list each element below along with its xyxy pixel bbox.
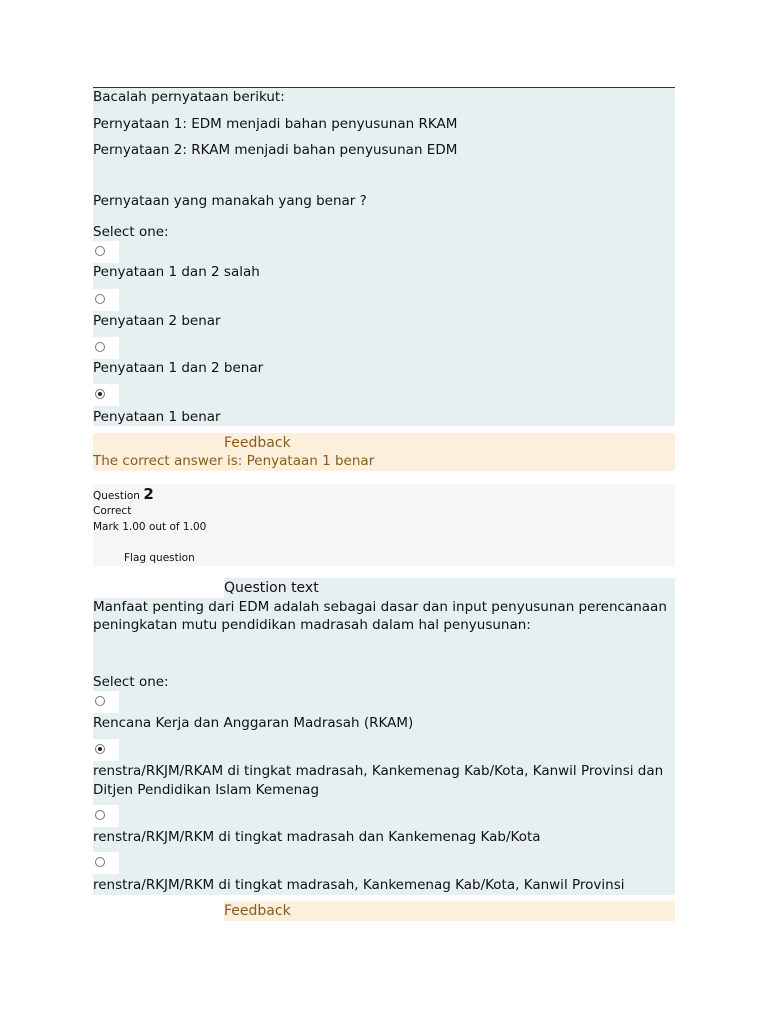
q1-statement-2: Pernyataan 2: RKAM menjadi bahan penyusunan EDM <box>93 142 458 158</box>
q2-option-2-radio-wrap[interactable] <box>93 739 119 761</box>
q2-text-line-2: peningkatan mutu pendidikan madrasah dalam hal penyusunan: <box>93 617 531 633</box>
q2-header <box>93 487 154 503</box>
question-2-info <box>93 484 675 566</box>
q2-option-3-radio-wrap[interactable] <box>93 805 119 827</box>
q1-feedback-box <box>93 433 675 471</box>
q2-option-2-label-line-1[interactable]: renstra/RKJM/RKAM di tingkat madrasah, Kankemenag Kab/Kota, Kanwil Provinsi dan <box>93 763 664 779</box>
q1-option-3-radio[interactable] <box>95 342 105 352</box>
q2-question-label: Question <box>93 490 140 502</box>
flag-question-link[interactable]: Flag question <box>124 552 195 564</box>
q2-feedback-title: Feedback <box>224 903 291 919</box>
q2-option-3-label[interactable]: renstra/RKJM/RKM di tingkat madrasah dan Kankemenag Kab/Kota <box>93 829 541 845</box>
q1-question: Pernyataan yang manakah yang benar ? <box>93 193 367 209</box>
q2-option-1-label[interactable]: Rencana Kerja dan Anggaran Madrasah (RKAM) <box>93 715 414 731</box>
q2-option-2-radio-selected[interactable] <box>95 744 105 754</box>
q2-text-line-1: Manfaat penting dari EDM adalah sebagai dasar dan input penyusunan perencanaan <box>93 599 667 615</box>
q1-option-1-radio-wrap[interactable] <box>93 241 119 263</box>
q2-mark: Mark 1.00 out of 1.00 <box>93 521 207 533</box>
q1-option-1-radio[interactable] <box>95 246 105 256</box>
q2-question-text-title <box>224 578 675 598</box>
q1-option-3-label[interactable]: Penyataan 1 dan 2 benar <box>93 360 264 376</box>
q2-feedback-box <box>224 901 675 921</box>
q1-option-1-label[interactable]: Penyataan 1 dan 2 salah <box>93 264 260 280</box>
q1-option-4-label[interactable]: Penyataan 1 benar <box>93 409 221 425</box>
q2-option-4-radio-wrap[interactable] <box>93 852 119 874</box>
q1-option-4-radio-wrap[interactable] <box>93 384 119 406</box>
q2-option-3-radio[interactable] <box>95 810 105 820</box>
q1-select-one: Select one: <box>93 224 169 240</box>
question-2-content <box>93 598 675 895</box>
q1-statement-1: Pernyataan 1: EDM menjadi bahan penyusunan RKAM <box>93 116 458 132</box>
q1-option-2-label[interactable]: Penyataan 2 benar <box>93 313 221 329</box>
q2-option-2-label-line-2[interactable]: Ditjen Pendidikan Islam Kemenag <box>93 782 320 798</box>
q2-option-4-radio[interactable] <box>95 857 105 867</box>
q1-feedback-title: Feedback <box>224 435 291 451</box>
q1-option-2-radio[interactable] <box>95 294 105 304</box>
q1-feedback-text: The correct answer is: Penyataan 1 benar <box>93 453 375 469</box>
q1-intro: Bacalah pernyataan berikut: <box>93 89 285 105</box>
q2-question-number: 2 <box>143 485 154 503</box>
q2-option-1-radio-wrap[interactable] <box>93 691 119 713</box>
q1-option-2-radio-wrap[interactable] <box>93 289 119 311</box>
q2-option-4-label[interactable]: renstra/RKJM/RKM di tingkat madrasah, Kankemenag Kab/Kota, Kanwil Provinsi <box>93 877 625 893</box>
q2-status: Correct <box>93 505 132 517</box>
q1-option-3-radio-wrap[interactable] <box>93 337 119 359</box>
q2-select-one: Select one: <box>93 674 169 690</box>
q1-option-4-radio-selected[interactable] <box>95 389 105 399</box>
question-1-content <box>93 88 675 426</box>
q2-section-title: Question text <box>224 580 319 596</box>
q2-option-1-radio[interactable] <box>95 696 105 706</box>
